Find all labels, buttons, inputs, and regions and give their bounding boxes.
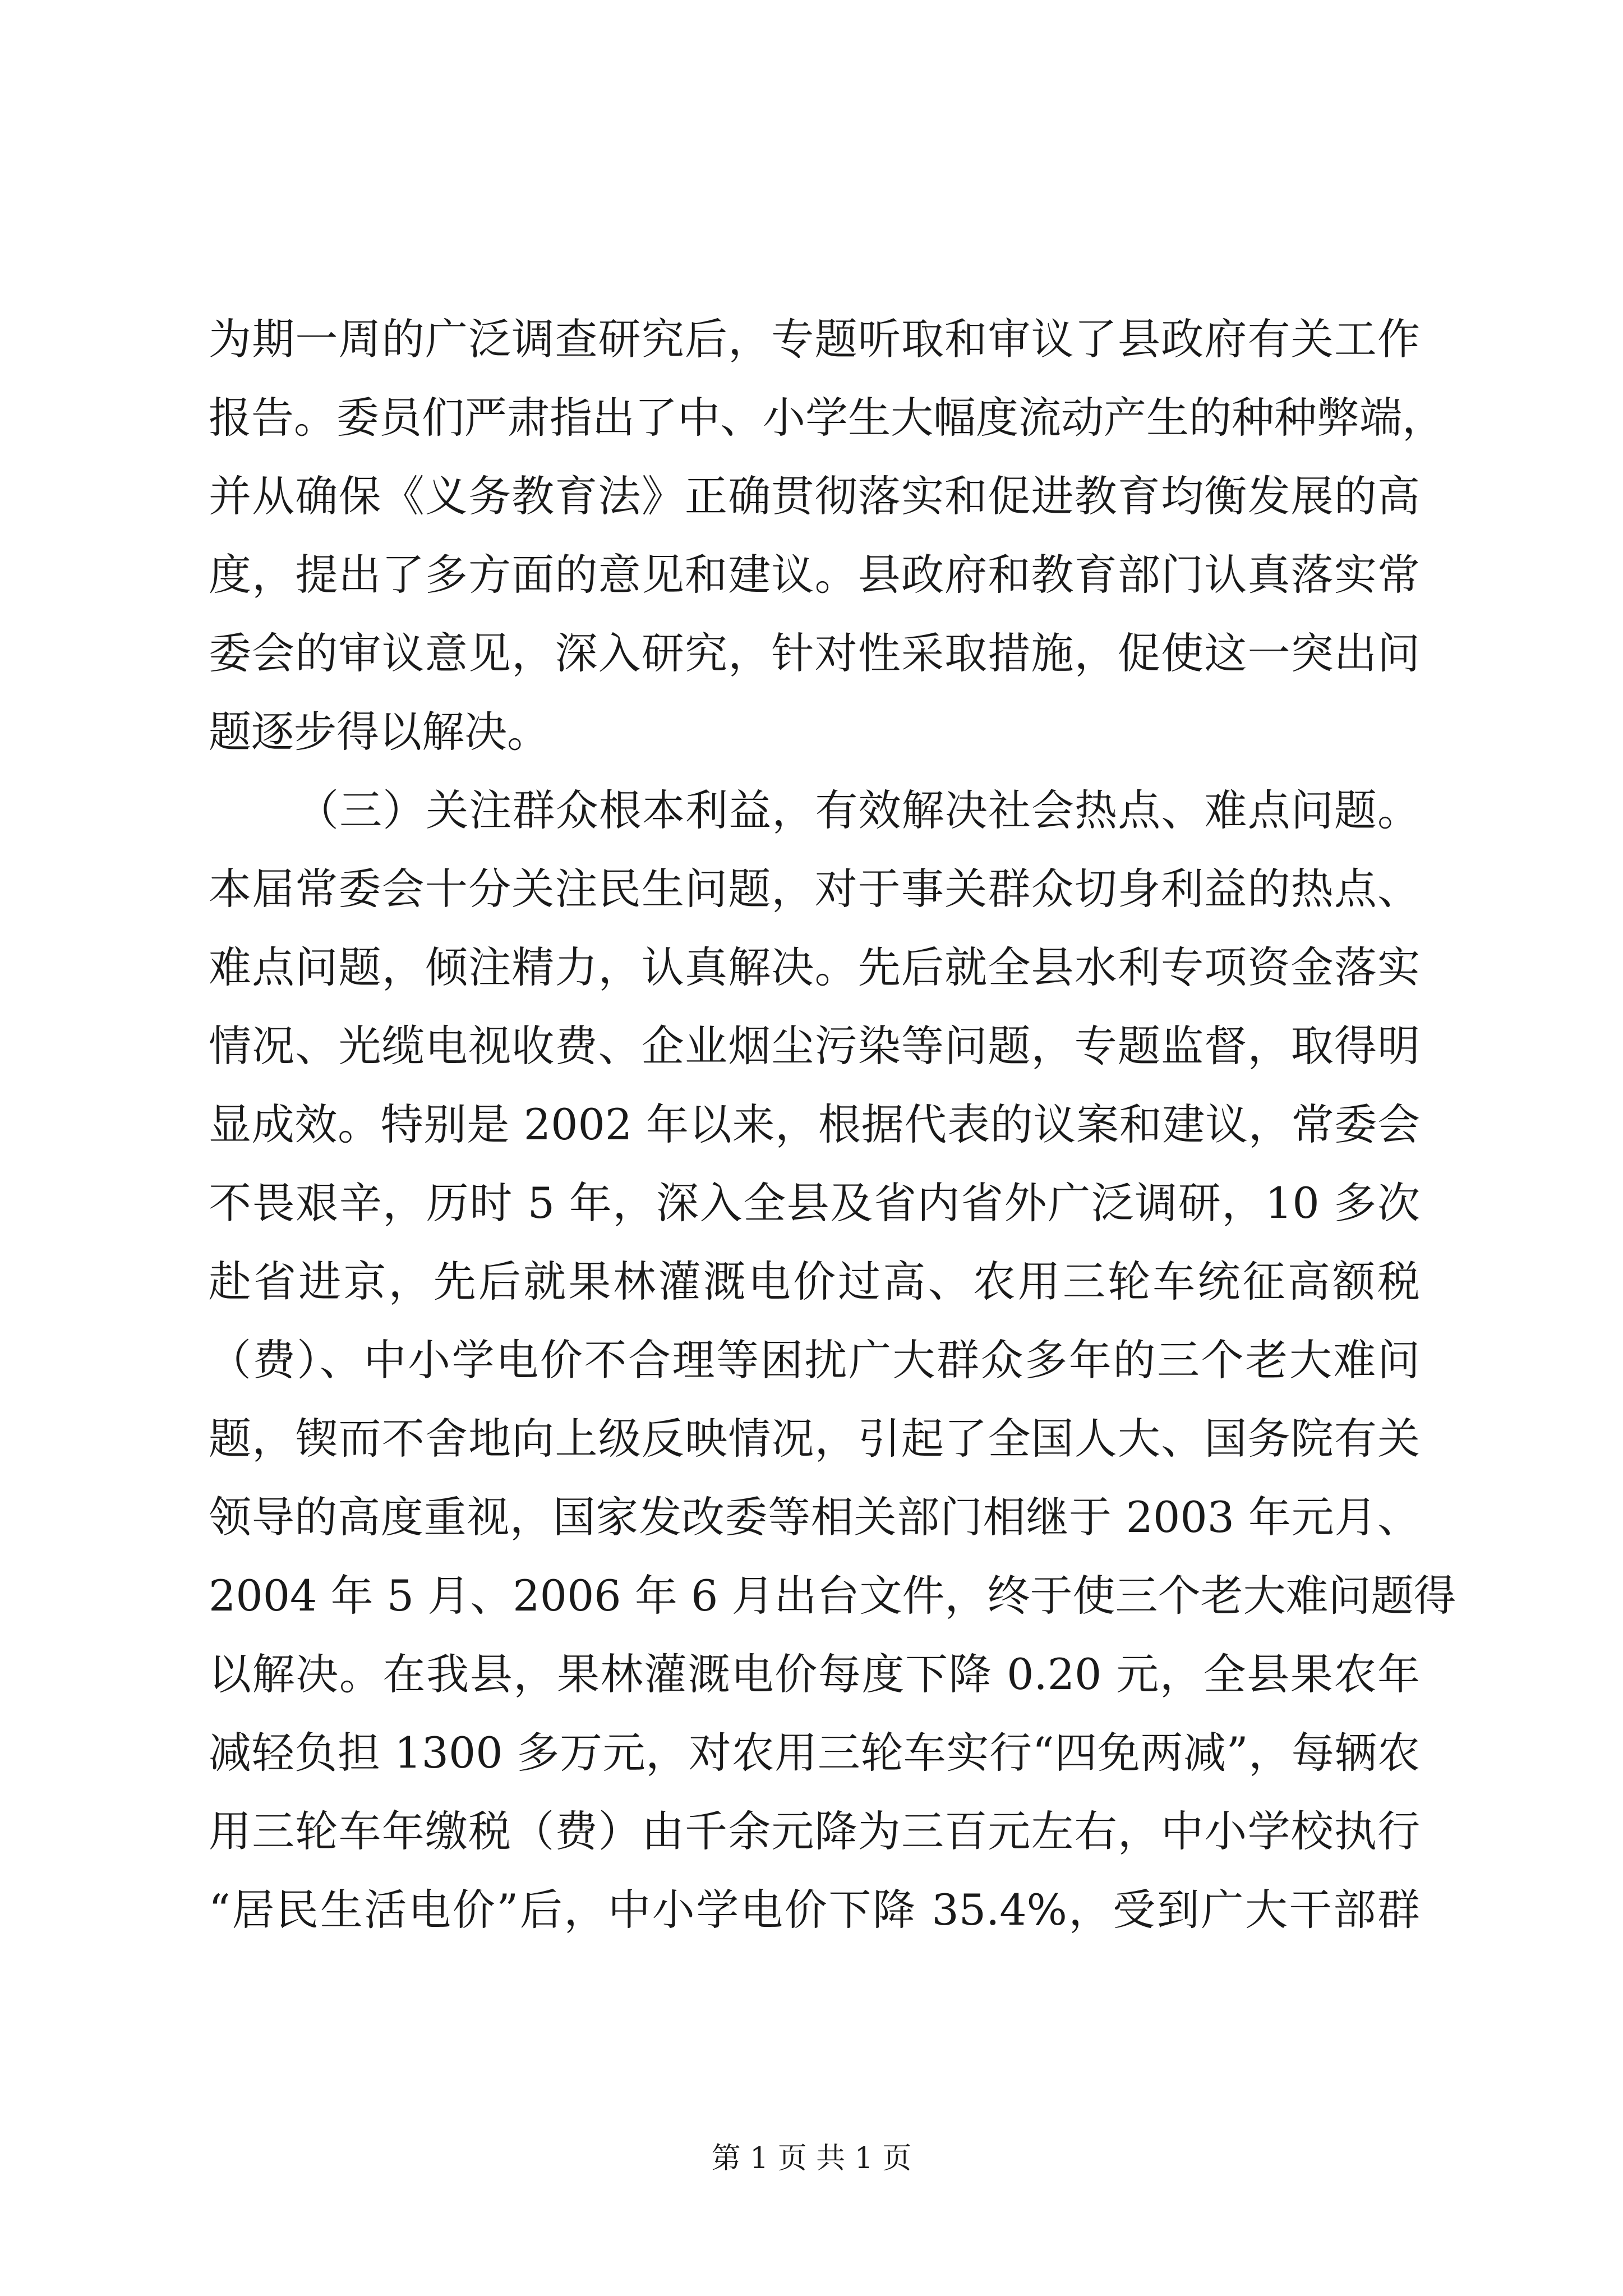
- text-line: 本届常委会十分关注民生问题，对于事关群众切身利益的热点、: [209, 864, 1420, 914]
- text-line: 用三轮车年缴税（费）由千余元降为三百元左右，中小学校执行: [209, 1806, 1420, 1856]
- text-line: 以解决。在我县，果林灌溉电价每度下降 0.20 元，全县果农年: [209, 1649, 1420, 1699]
- text-line: 不畏艰辛，历时 5 年，深入全县及省内省外广泛调研，10 多次: [209, 1178, 1420, 1228]
- text-line: 减轻负担 1300 多万元，对农用三轮车实行“四免两减”，每辆农: [209, 1728, 1420, 1778]
- text-line: 赴省进京，先后就果林灌溉电价过高、农用三轮车统征高额税: [209, 1257, 1420, 1306]
- page-footer: 第 1 页 共 1 页: [711, 2142, 912, 2175]
- text-line: 为期一周的广泛调查研究后，专题听取和审议了县政府有关工作: [209, 314, 1420, 364]
- section-heading-line: （三）关注群众根本利益，有效解决社会热点、难点问题。: [296, 785, 1420, 835]
- text-line: 难点问题，倾注精力，认真解决。先后就全县水利专项资金落实: [209, 942, 1420, 992]
- document-body: [209, 300, 1456, 1949]
- text-line: 委会的审议意见，深入研究，针对性采取措施，促使这一突出问: [209, 628, 1420, 678]
- text-line: 情况、光缆电视收费、企业烟尘污染等问题，专题监督，取得明: [209, 1021, 1420, 1071]
- text-line: 题逐步得以解决。: [209, 707, 550, 757]
- text-line: 显成效。特别是 2002 年以来，根据代表的议案和建议，常委会: [209, 1099, 1420, 1149]
- text-line: 2004 年 5 月、2006 年 6 月出台文件，终于使三个老大难问题得: [209, 1571, 1456, 1621]
- text-line: 领导的高度重视，国家发改委等相关部门相继于 2003 年元月、: [209, 1492, 1420, 1542]
- text-line: “居民生活电价”后，中小学电价下降 35.4%，受到广大干部群: [209, 1885, 1420, 1935]
- text-line: 题，锲而不舍地向上级反映情况，引起了全国人大、国务院有关: [209, 1414, 1420, 1464]
- text-line: 报告。委员们严肃指出了中、小学生大幅度流动产生的种种弊端，: [209, 393, 1445, 443]
- text-line: 并从确保《义务教育法》正确贯彻落实和促进教育均衡发展的高: [209, 471, 1420, 521]
- text-line: 度，提出了多方面的意见和建议。县政府和教育部门认真落实常: [209, 550, 1420, 600]
- text-line: （费）、中小学电价不合理等困扰广大群众多年的三个老大难问: [209, 1335, 1420, 1385]
